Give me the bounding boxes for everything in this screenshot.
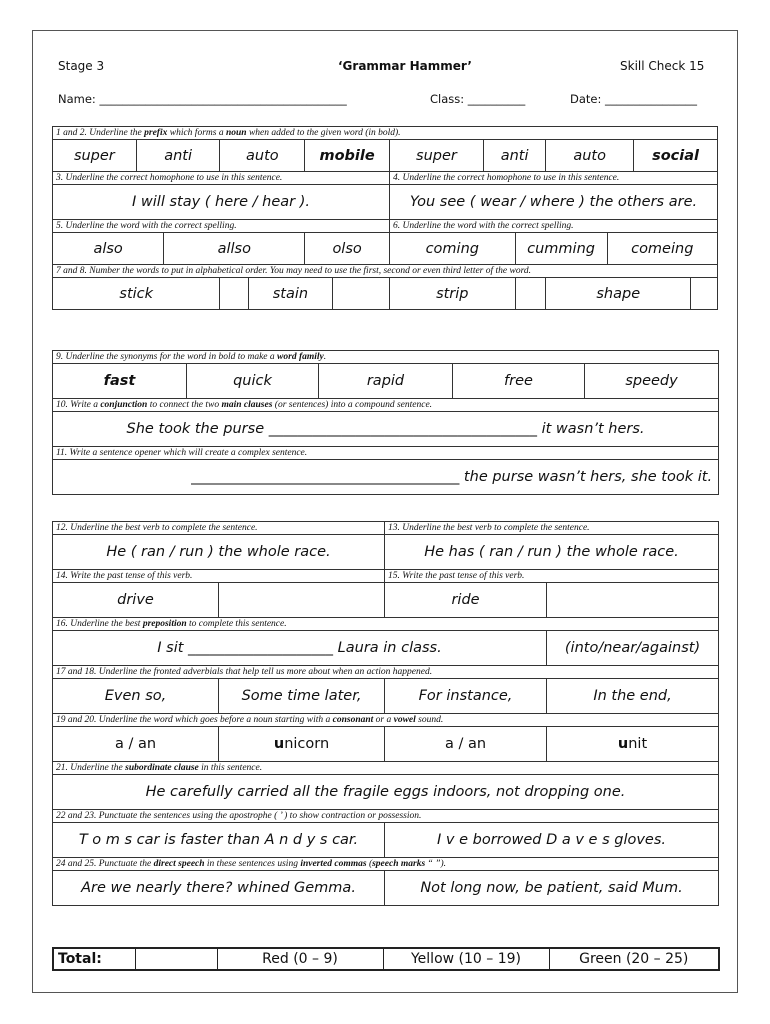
q8-number-box[interactable] [691, 278, 718, 310]
section-1-table [52, 126, 718, 310]
q6-instruction: 6. Underline the word with the correct spelling. [389, 220, 717, 233]
band-green: Green (20 – 25) [549, 948, 719, 970]
q6-word-option[interactable]: coming [389, 233, 515, 265]
q17-phrase-option[interactable]: Even so, [53, 679, 219, 714]
q4-sentence[interactable]: You see ( wear / where ) the others are. [389, 185, 717, 220]
q2-word-option[interactable]: anti [483, 140, 545, 172]
q21-sentence[interactable]: He carefully carried all the fragile eggs indoors, not dropping one. [53, 775, 719, 810]
q24-instruction: 24 and 25. Punctuate the direct speech in these sentences using inverted commas (speech marks “ ”). [53, 858, 719, 871]
q16-instruction: 16. Underline the best preposition to complete this sentence. [53, 618, 719, 631]
q5-word-option[interactable]: olso [305, 233, 390, 265]
q19-instruction: 19 and 20. Underline the word which goes before a noun starting with a consonant or a vowel sound. [53, 714, 719, 727]
section-3-table [52, 521, 719, 906]
q9-word-option[interactable]: quick [187, 364, 319, 399]
page-title: ‘Grammar Hammer’ [338, 59, 472, 73]
q2-word-option[interactable]: super [389, 140, 483, 172]
class-field[interactable]: Class: __________ [430, 92, 526, 106]
q16-sentence[interactable]: I sit ____________________ Laura in class. [53, 631, 547, 666]
q3-instruction: 3. Underline the correct homophone to use in this sentence. [53, 172, 390, 185]
q5-instruction: 5. Underline the word with the correct spelling. [53, 220, 390, 233]
total-label: Total: [53, 948, 135, 970]
band-red: Red (0 – 9) [217, 948, 383, 970]
q9-word-option[interactable]: speedy [585, 364, 719, 399]
q2-base-word: social [634, 140, 718, 172]
q15-answer-box[interactable] [547, 583, 719, 618]
date-field[interactable]: Date: ________________ [570, 92, 698, 106]
q15-verb: ride [385, 583, 547, 618]
q19-noun: unicorn [219, 727, 385, 762]
total-table [52, 947, 720, 971]
q6-word-option[interactable]: cumming [515, 233, 607, 265]
q2-word-option[interactable]: auto [546, 140, 634, 172]
q19-article-choice[interactable]: a / an [53, 727, 219, 762]
q24-sentence[interactable]: Are we nearly there? whined Gemma. [53, 871, 385, 906]
q4-instruction: 4. Underline the correct homophone to use in this sentence. [389, 172, 717, 185]
q7-word: stain [249, 278, 333, 310]
q21-instruction: 21. Underline the subordinate clause in this sentence. [53, 762, 719, 775]
q20-noun: unit [547, 727, 719, 762]
q16-options[interactable]: (into/near/against) [547, 631, 719, 666]
q3-sentence[interactable]: I will stay ( here / hear ). [53, 185, 390, 220]
q9-word-option[interactable]: rapid [319, 364, 453, 399]
q11-sentence[interactable]: _____________________________________ the purse wasn’t hers, she took it. [53, 460, 719, 495]
q18-phrase-option[interactable]: In the end, [547, 679, 719, 714]
q10-instruction: 10. Write a conjunction to connect the two main clauses (or sentences) into a compound sentence. [53, 399, 719, 412]
q11-instruction: 11. Write a sentence opener which will create a complex sentence. [53, 447, 719, 460]
stage-label: Stage 3 [58, 59, 105, 73]
q17-instruction: 17 and 18. Underline the fronted adverbials that help tell us more about when an action happened. [53, 666, 719, 679]
q13-sentence[interactable]: He has ( ran / run ) the whole race. [385, 535, 719, 570]
total-score-box[interactable] [135, 948, 217, 970]
q7-instruction: 7 and 8. Number the words to put in alphabetical order. You may need to use the first, second or even third letter of the word. [53, 265, 718, 278]
q7-number-box[interactable] [332, 278, 389, 310]
q5-word-option[interactable]: also [53, 233, 164, 265]
q14-verb: drive [53, 583, 219, 618]
name-field[interactable]: Name: ___________________________________________ [58, 92, 347, 106]
q6-word-option[interactable]: comeing [607, 233, 717, 265]
q10-sentence[interactable]: She took the purse _____________________________________ it wasn’t hers. [53, 412, 719, 447]
q9-word-option[interactable]: free [453, 364, 585, 399]
q8-word: strip [389, 278, 515, 310]
q1-base-word: mobile [305, 140, 390, 172]
q9-instruction: 9. Underline the synonyms for the word in bold to make a word family. [53, 351, 719, 364]
q1-instruction: 1 and 2. Underline the prefix which forms a noun when added to the given word (in bold). [53, 127, 718, 140]
q22-sentence[interactable]: T o m s car is faster than A n d y s car. [53, 823, 385, 858]
q22-instruction: 22 and 23. Punctuate the sentences using the apostrophe ( ’ ) to show contraction or possession. [53, 810, 719, 823]
q14-instruction: 14. Write the past tense of this verb. [53, 570, 385, 583]
q7-word: stick [53, 278, 220, 310]
q7-number-box[interactable] [220, 278, 249, 310]
q17-phrase-option[interactable]: Some time later, [219, 679, 385, 714]
q12-sentence[interactable]: He ( ran / run ) the whole race. [53, 535, 385, 570]
q23-sentence[interactable]: I v e borrowed D a v e s gloves. [385, 823, 719, 858]
skill-check-label: Skill Check 15 [620, 59, 705, 73]
q5-word-option[interactable]: allso [164, 233, 305, 265]
q13-instruction: 13. Underline the best verb to complete the sentence. [385, 522, 719, 535]
section-2-table [52, 350, 719, 495]
q14-answer-box[interactable] [219, 583, 385, 618]
q18-phrase-option[interactable]: For instance, [385, 679, 547, 714]
q15-instruction: 15. Write the past tense of this verb. [385, 570, 719, 583]
q9-bold-word: fast [53, 364, 187, 399]
q25-sentence[interactable]: Not long now, be patient, said Mum. [385, 871, 719, 906]
q12-instruction: 12. Underline the best verb to complete the sentence. [53, 522, 385, 535]
band-yellow: Yellow (10 – 19) [383, 948, 549, 970]
q1-word-option[interactable]: auto [220, 140, 305, 172]
q1-word-option[interactable]: anti [136, 140, 220, 172]
q1-word-option[interactable]: super [53, 140, 137, 172]
q8-word: shape [546, 278, 691, 310]
q20-article-choice[interactable]: a / an [385, 727, 547, 762]
q8-number-box[interactable] [515, 278, 546, 310]
